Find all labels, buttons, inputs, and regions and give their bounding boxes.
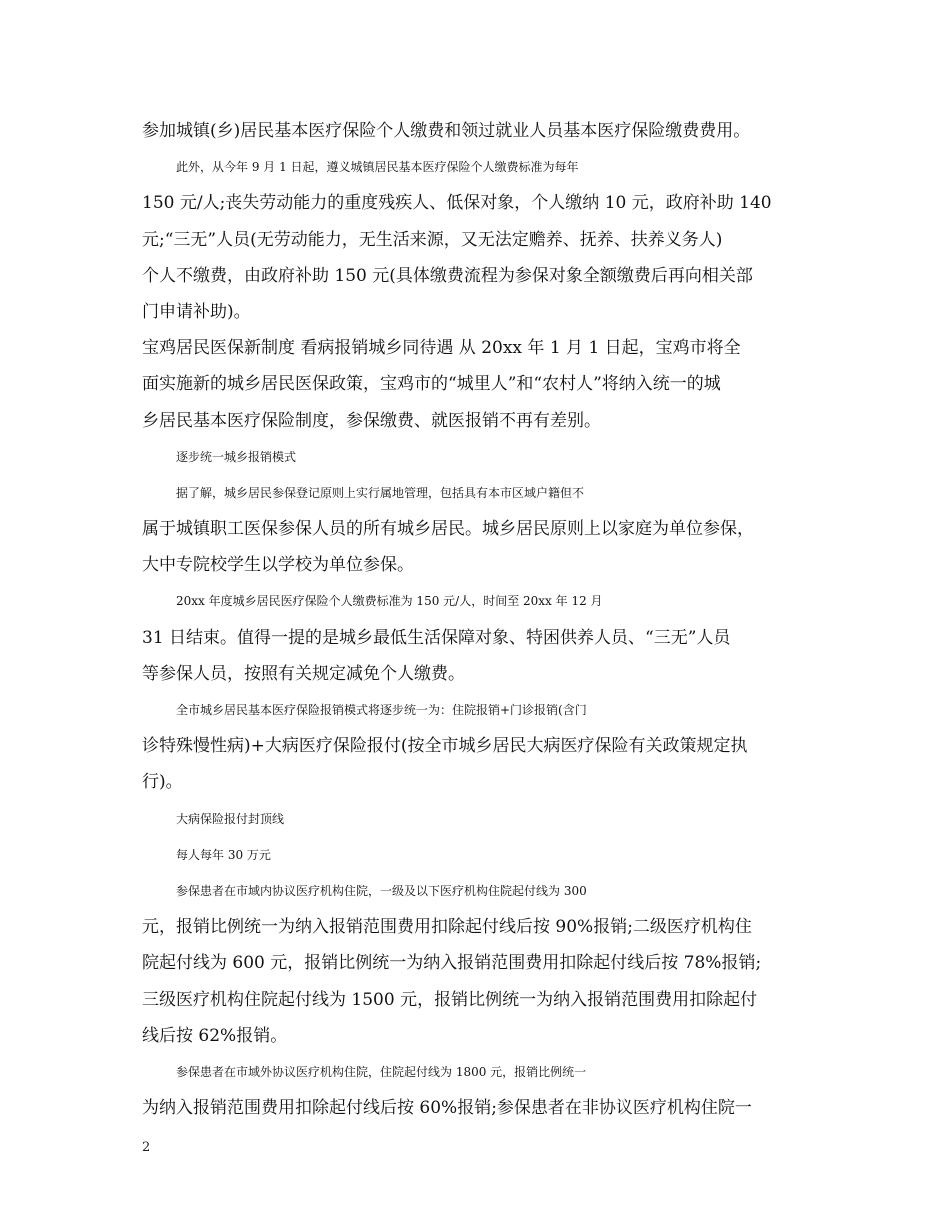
text-line: 31 日结束。值得一提的是城乡最低生活保障对象、特困供养人员、“三无”人员 bbox=[142, 627, 731, 648]
text-line: 元;“三无”人员(无劳动能力，无生活来源，又无法定赡养、抚养、扶养义务人) bbox=[142, 229, 723, 250]
body-text bbox=[142, 113, 814, 1126]
text-line: 三级医疗机构住院起付线为 1500 元，报销比例统一为纳入报销范围费用扣除起付 bbox=[142, 989, 758, 1010]
text-line: 行)。 bbox=[142, 772, 183, 793]
text-line: 属于城镇职工医保参保人员的所有城乡居民。城乡居民原则上以家庭为单位参保， bbox=[142, 519, 754, 540]
text-line: 逐步统一城乡报销模式 bbox=[176, 449, 297, 464]
text-line: 参加城镇(乡)居民基本医疗保险个人缴费和领过就业人员基本医疗保险缴费费用。 bbox=[142, 121, 751, 141]
text-line: 乡居民基本医疗保险制度，参保缴费、就医报销不再有差别。 bbox=[142, 410, 601, 431]
text-line: 据了解，城乡居民参保登记原则上实行属地管理，包括具有本市区域户籍但不 bbox=[176, 485, 585, 500]
text-line: 150 元/人;丧失劳动能力的重度残疾人、低保对象，个人缴纳 10 元，政府补助 140 bbox=[142, 193, 772, 214]
text-line: 为纳入报销范围费用扣除起付线后按 60%报销;参保患者在非协议医疗机构住院一 bbox=[142, 1098, 752, 1119]
text-line: 院起付线为 600 元，报销比例统一为纳入报销范围费用扣除起付线后按 78%报销; bbox=[142, 953, 762, 974]
text-line: 门申请补助)。 bbox=[142, 301, 251, 322]
text-line: 大病保险报付封顶线 bbox=[176, 811, 285, 826]
text-line: 大中专院校学生以学校为单位参保。 bbox=[142, 555, 414, 576]
text-line: 元，报销比例统一为纳入报销范围费用扣除起付线后按 90%报销;二级医疗机构住 bbox=[142, 917, 752, 938]
text-line: 全市城乡居民基本医疗保险报销模式将逐步统一为：住院报销+门诊报销(含门 bbox=[176, 703, 587, 717]
text-line: 线后按 62%报销。 bbox=[142, 1025, 288, 1046]
text-line: 个人不缴费，由政府补助 150 元(具体缴费流程为参保对象全额缴费后再向相关部 bbox=[142, 265, 753, 286]
text-line: 每人每年 30 万元 bbox=[176, 847, 271, 862]
text-line: 面实施新的城乡居民医保政策，宝鸡市的“城里人”和“农村人”将纳入统一的城 bbox=[142, 374, 721, 395]
text-line: 诊特殊慢性病)+大病医疗保险报付(按全市城乡居民大病医疗保险有关政策规定执 bbox=[142, 736, 748, 757]
text-line: 宝鸡居民医保新制度 看病报销城乡同待遇 从 20xx 年 1 月 1 日起，宝鸡市将全 bbox=[142, 338, 741, 359]
text-line: 等参保人员，按照有关规定减免个人缴费。 bbox=[142, 663, 465, 684]
text-line: 此外，从今年 9 月 1 日起，遵义城镇居民基本医疗保险个人缴费标准为每年 bbox=[176, 160, 579, 175]
text-line: 20xx 年度城乡居民医疗保险个人缴费标准为 150 元/人，时间至 20xx 年 12 月 bbox=[176, 594, 603, 609]
text-line: 参保患者在市域外协议医疗机构住院，住院起付线为 1800 元，报销比例统一 bbox=[176, 1064, 587, 1079]
text-line: 参保患者在市域内协议医疗机构住院，一级及以下医疗机构住院起付线为 300 bbox=[176, 883, 587, 898]
page-number: 2 bbox=[142, 1140, 151, 1155]
